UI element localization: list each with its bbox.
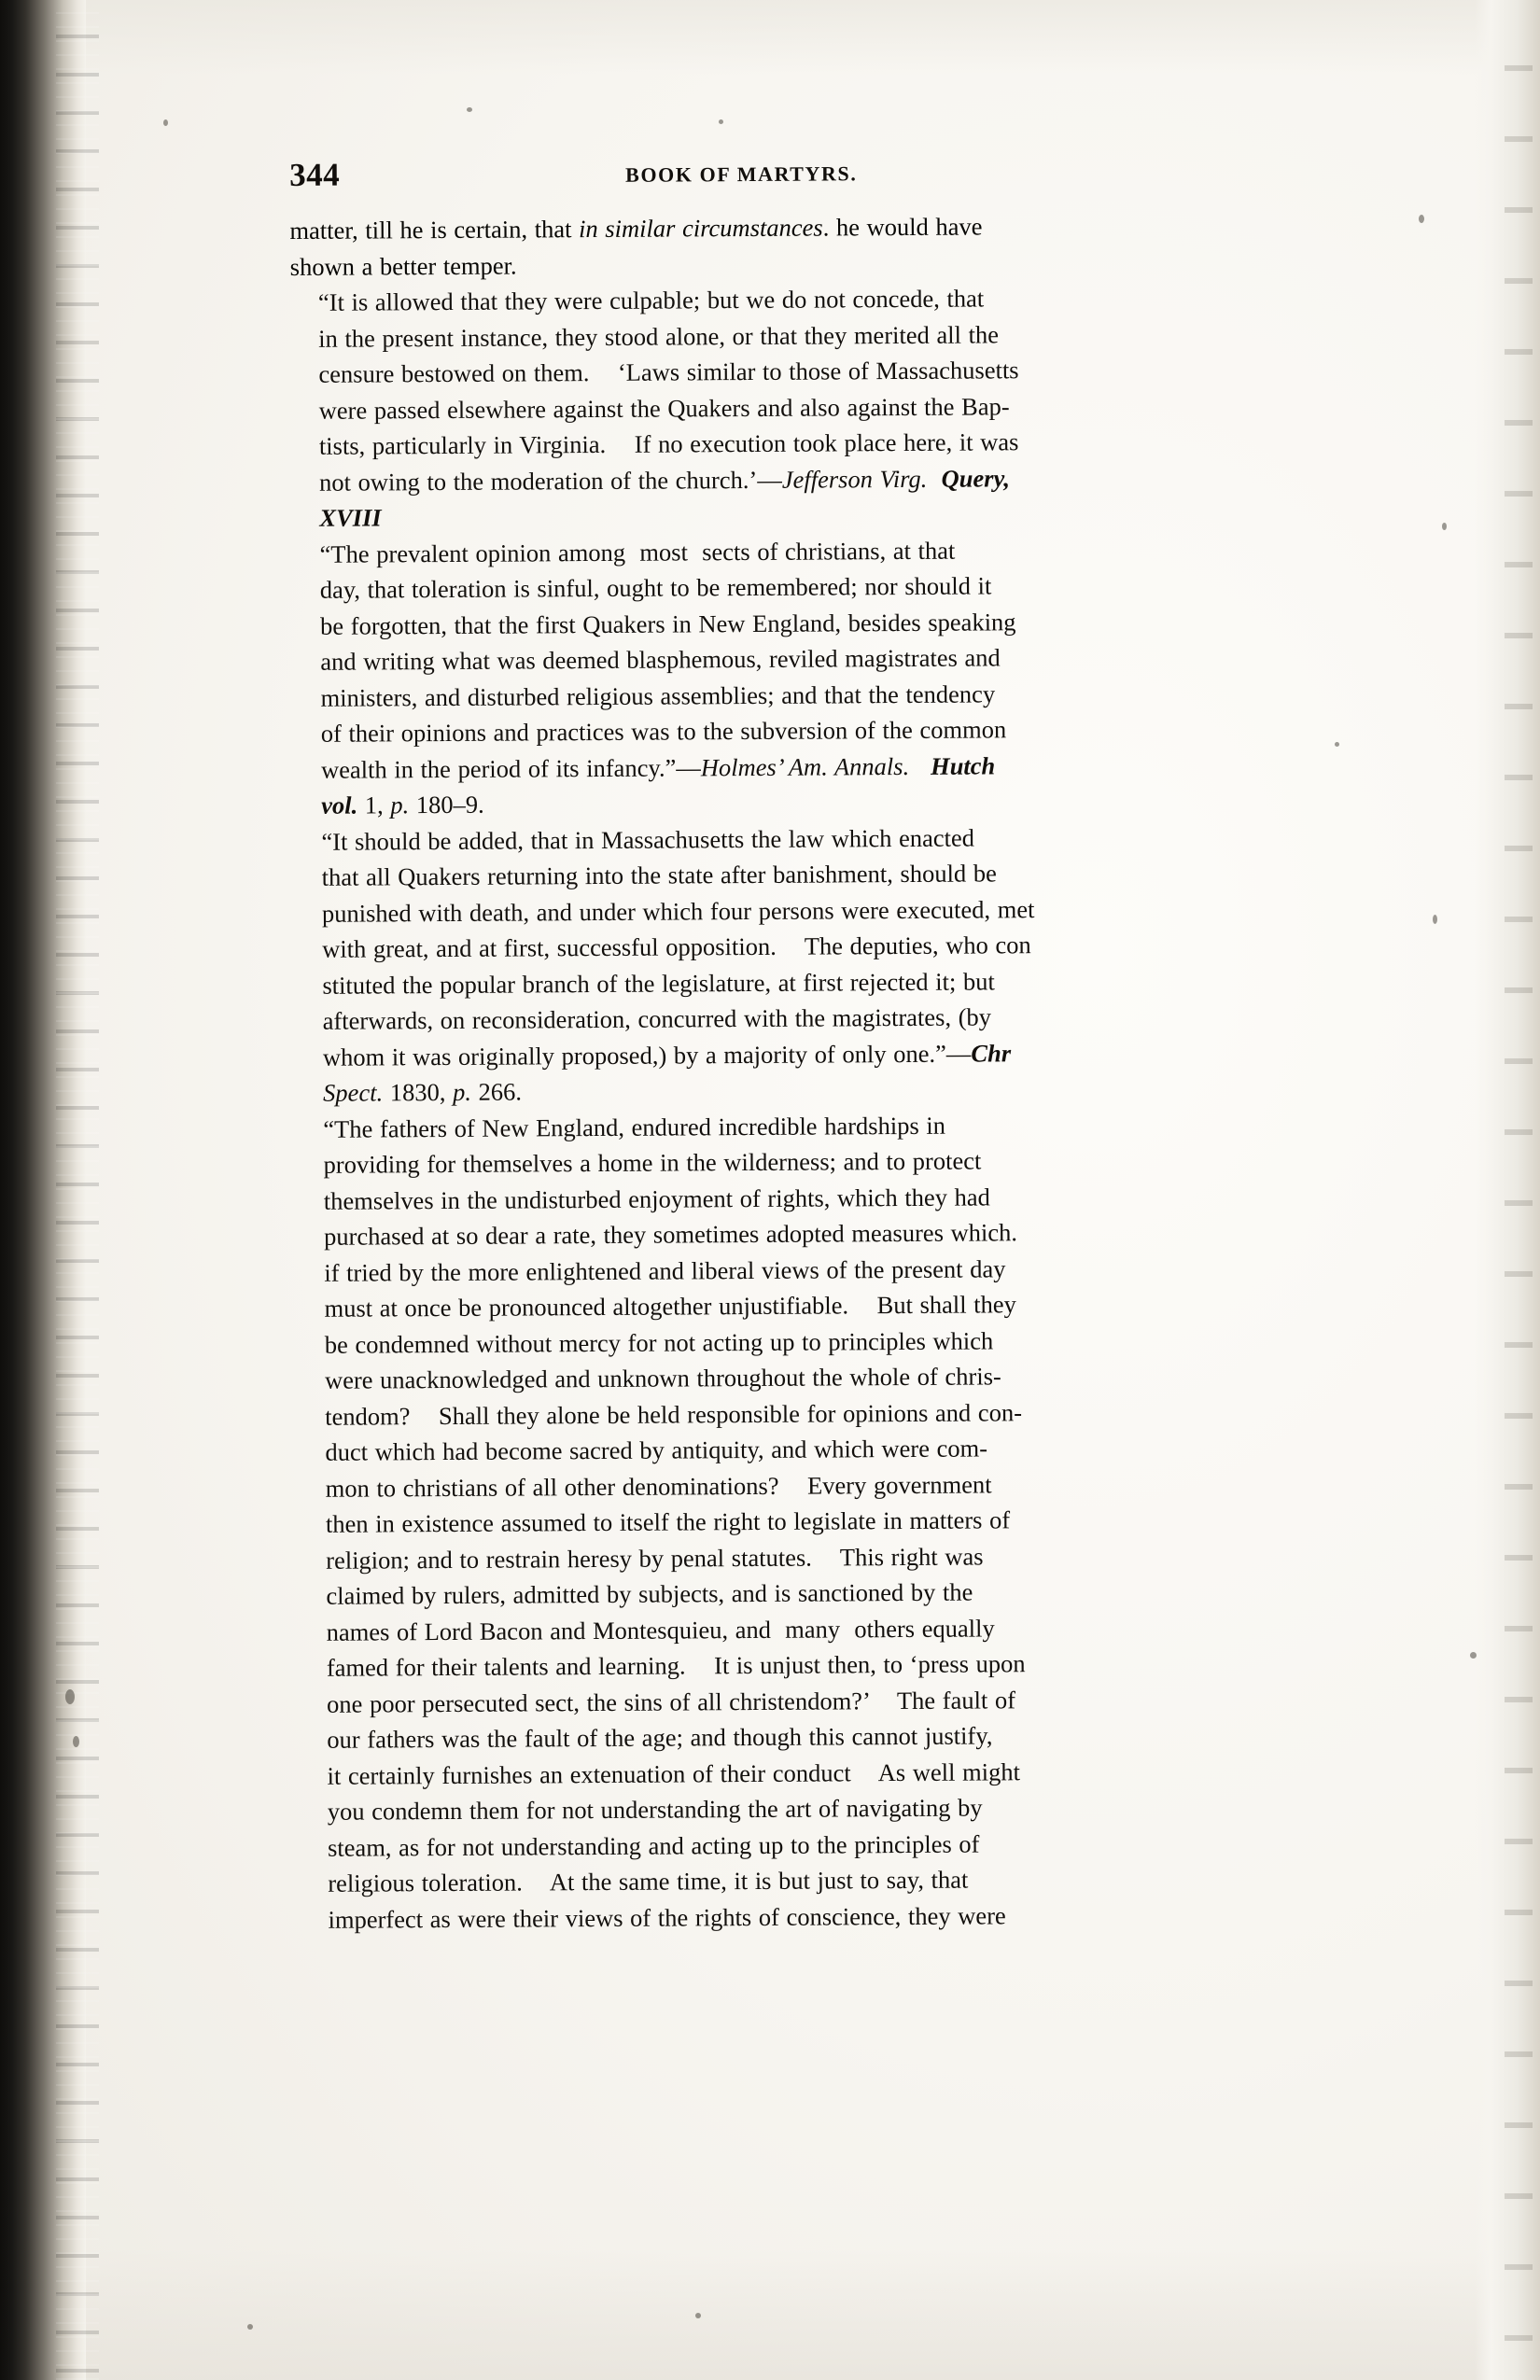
- text-run: [927, 464, 941, 492]
- text-run: 266.: [470, 1077, 522, 1106]
- text-run: were passed elsewhere against the Quakers and also against the Bap-: [318, 391, 1010, 425]
- text-run: Hutch: [930, 750, 996, 780]
- text-run: in similar circumstances: [578, 213, 823, 244]
- text-run: ministers, and disturbed religious assemblies; and that the tendency: [320, 679, 996, 712]
- text-run: punished with death, and under which four persons were executed, met: [321, 894, 1035, 928]
- text-run: then in existence assumed to itself the right to legislate in matters of: [325, 1505, 1011, 1538]
- text-run: p.: [452, 1077, 471, 1106]
- scan-speck: [1442, 523, 1447, 530]
- text-run: mon to christians of all other denominations? Every government: [325, 1469, 992, 1503]
- text-run: XVIII: [319, 503, 382, 532]
- scan-speck: [695, 2313, 701, 2318]
- text-run: “It should be added, that in Massachusetts the law which enacted: [321, 823, 975, 856]
- scan-speck: [163, 119, 168, 126]
- text-run: Chr: [971, 1038, 1012, 1068]
- page-number: 344: [289, 156, 341, 193]
- text-run: famed for their talents and learning. It is unjust then, to ‘press upon: [326, 1649, 1026, 1682]
- gutter-speckles: [56, 0, 99, 2380]
- text-line: [300, 1896, 1364, 1938]
- paragraph-quotation-fathers: [295, 1105, 1364, 1938]
- text-run: p.: [390, 791, 410, 819]
- scan-speck: [1433, 915, 1437, 924]
- text-run: Jefferson Virg.: [781, 464, 928, 494]
- text-run: in the present instance, they stood alone, or that they merited all the: [318, 319, 1000, 353]
- text-run: censure bestowed on them. ‘Laws similar to those of Massachusetts: [318, 356, 1019, 388]
- paragraph-quotation-chr-spect: [293, 818, 1359, 1112]
- text-run: religion; and to restrain heresy by penal statutes. This right was: [326, 1541, 984, 1575]
- text-run: if tried by the more enlightened and liberal views of the present day: [324, 1253, 1006, 1287]
- text-run: claimed by rulers, admitted by subjects, and is sanctioned by the: [326, 1577, 973, 1610]
- text-run: “The prevalent opinion among most sects of christians, at that: [319, 536, 956, 568]
- page-header: [289, 150, 1353, 200]
- scan-speck: [1419, 215, 1424, 223]
- paragraph-quotation-holmes: [291, 530, 1357, 824]
- text-run: be forgotten, that the first Quakers in New England, besides speaking: [319, 607, 1016, 640]
- text-run: 180–9.: [409, 790, 484, 819]
- scan-speck: [719, 119, 723, 124]
- text-run: whom it was originally proposed,) by a majority of only one.”—: [322, 1039, 972, 1071]
- text-run: were unacknowledged and unknown throughout the whole of chris-: [324, 1362, 1001, 1394]
- text-run: with great, and at first, successful opposition. The deputies, who con: [322, 931, 1031, 963]
- text-run: afterwards, on reconsideration, concurred with the magistrates, (by: [322, 1002, 992, 1035]
- text-run: stituted the popular branch of the legislature, at first rejected it; but: [322, 966, 995, 1000]
- scan-speck: [1470, 1652, 1477, 1659]
- text-run: that all Quakers returning into the state after banishment, should be: [321, 859, 997, 891]
- text-run: . he would have: [822, 212, 983, 242]
- text-run: wealth in the period of its infancy.”—: [320, 752, 701, 784]
- text-run: you condemn them for not understanding the art of navigating by: [327, 1793, 983, 1826]
- text-run: be condemned without mercy for not acting up to principles which: [324, 1325, 994, 1359]
- text-run: our fathers was the fault of the age; and though this cannot justify,: [327, 1721, 993, 1754]
- scan-speck: [247, 2324, 253, 2330]
- text-run: providing for themselves a home in the wilderness; and to protect: [323, 1146, 982, 1179]
- text-run: “The fathers of New England, endured incredible hardships in: [323, 1111, 946, 1143]
- scan-speck: [467, 107, 472, 112]
- text-run: purchased at so dear a rate, they sometimes adopted measures which.: [323, 1218, 1018, 1251]
- text-run: imperfect as were their views of the rights of conscience, they were: [328, 1900, 1006, 1934]
- text-run: tendom? Shall they alone be held responsible for opinions and con-: [325, 1397, 1023, 1431]
- text-run: religious toleration. At the same time, it is but just to say, that: [328, 1865, 969, 1897]
- text-run: it certainly furnishes an extenuation of their conduct As well might: [327, 1757, 1020, 1790]
- text-run: must at once be pronounced altogether unjustifiable. But shall they: [324, 1290, 1016, 1323]
- text-run: “It is allowed that they were culpable; but we do not concede, that: [317, 284, 985, 316]
- scan-speck: [73, 1736, 79, 1747]
- text-run: themselves in the undisturbed enjoyment of rights, which they had: [323, 1182, 990, 1215]
- text-run: 1830,: [383, 1077, 454, 1107]
- text-run: Spect.: [323, 1078, 384, 1107]
- scan-speck: [65, 1689, 75, 1704]
- right-edge-speckles: [1505, 0, 1533, 2380]
- top-shadow: [86, 0, 1540, 75]
- text-run: 1,: [357, 791, 391, 819]
- text-run: Query,: [941, 463, 1011, 493]
- text-run: Holmes’ Am. Annals.: [700, 751, 910, 781]
- bottom-shadow: [86, 2249, 1540, 2380]
- page-text-column: [289, 150, 1365, 1938]
- text-run: vol.: [321, 791, 358, 819]
- text-run: matter, till he is certain, that: [289, 215, 580, 245]
- text-run: day, that toleration is sinful, ought to be remembered; nor should it: [319, 571, 992, 604]
- text-run: duct which had become sacred by antiquity, and which were com-: [325, 1434, 988, 1466]
- text-run: tists, particularly in Virginia. If no execution took place here, it was: [318, 427, 1019, 460]
- text-run: of their opinions and practices was to the subversion of the common: [320, 715, 1007, 748]
- text-run: and writing what was deemed blasphemous, reviled magistrates and: [320, 643, 1001, 676]
- text-run: [909, 751, 931, 779]
- text-run: steam, as for not understanding and acting up to the principles of: [327, 1829, 980, 1862]
- text-run: names of Lord Bacon and Montesquieu, and many others equally: [326, 1613, 995, 1646]
- text-run: one poor persecuted sect, the sins of all christendom?’ The fault of: [327, 1685, 1016, 1718]
- text-run: shown a better temper.: [289, 251, 517, 281]
- paragraph-quotation-jefferson: [290, 278, 1356, 536]
- running-head: BOOK OF MARTYRS.: [625, 161, 858, 187]
- text-run: not owing to the moderation of the church.’—: [319, 465, 782, 497]
- paragraph-continuation: [289, 206, 1353, 285]
